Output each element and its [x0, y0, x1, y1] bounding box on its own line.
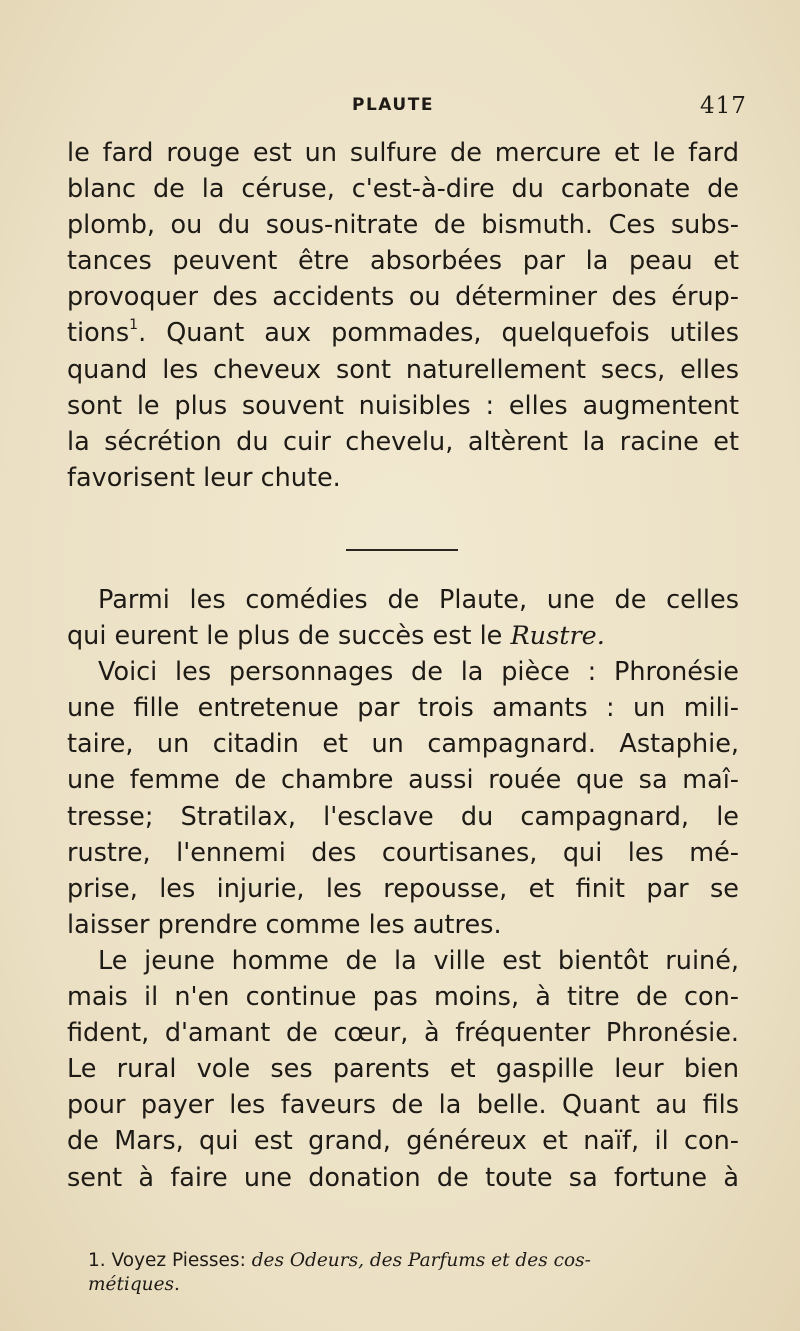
text-line — [67, 315, 739, 351]
text-fragment: qui eurent le plus de succès est le — [67, 621, 511, 652]
text-line: de Mars, qui est grand, généreux et naïf, il con- — [67, 1126, 739, 1157]
footnote-number: 1. — [88, 1250, 106, 1271]
paragraph-continued — [67, 135, 739, 496]
running-title: PLAUTE — [352, 95, 434, 115]
text-line: tances peuvent être absorbées par la peau et — [67, 246, 739, 277]
text-line: Voici les personnages de la pièce : Phronésie — [98, 657, 739, 688]
text-line: blanc de la céruse, c'est-à-dire du carbonate de — [67, 174, 739, 205]
text-fragment: tions — [67, 318, 130, 349]
text-line: laisser prendre comme les autres. — [67, 909, 502, 940]
footnote-text: Voyez Piesses: — [105, 1250, 252, 1271]
text-line: prise, les injurie, les repousse, et finit par se — [67, 873, 739, 904]
text-line: taire, un citadin et un campagnard. Astaphie, — [67, 729, 739, 760]
text-line: quand les cheveux sont naturellement secs, elles — [67, 354, 739, 385]
text-line: une femme de chambre aussi rouée que sa maî- — [67, 765, 739, 796]
text-line: favorisent leur chute. — [67, 462, 341, 493]
text-line: sont le plus souvent nuisibles : elles augmentent — [67, 390, 739, 421]
text-line: rustre, l'ennemi des courtisanes, qui les mé- — [67, 837, 739, 868]
footnote-italic-text: des Odeurs, des Parfums et des cos- — [251, 1250, 591, 1271]
footnote-italic-text: métiques. — [88, 1274, 180, 1295]
play-title: Rustre. — [510, 621, 605, 652]
footnote-reference: 1 — [129, 317, 139, 334]
paragraph-main — [67, 582, 739, 1196]
text-line: sent à faire une donation de toute sa fortune à — [67, 1162, 739, 1193]
text-line: une fille entretenue par trois amants : un mili- — [67, 693, 739, 724]
text-line — [67, 618, 739, 654]
text-fragment: . Quant aux pommades, quelquefois utiles — [138, 318, 739, 349]
text-line: provoquer des accidents ou déterminer des érup- — [67, 282, 739, 313]
text-line: le fard rouge est un sulfure de mercure et le fard — [67, 138, 739, 168]
text-line: mais il n'en continue pas moins, à titre de con- — [67, 982, 739, 1013]
text-line: pour payer les faveurs de la belle. Quant au fils — [67, 1090, 739, 1121]
running-head — [0, 93, 800, 123]
text-line: Parmi les comédies de Plaute, une de celles — [98, 585, 739, 615]
text-line: plomb, ou du sous-nitrate de bismuth. Ces subs- — [67, 210, 739, 241]
text-line: tresse; Stratilax, l'esclave du campagnard, le — [67, 801, 739, 832]
footnote-line — [88, 1249, 748, 1273]
page-number: 417 — [700, 93, 747, 119]
text-line: la sécrétion du cuir chevelu, altèrent la racine et — [67, 426, 739, 457]
text-line: Le rural vole ses parents et gaspille leur bien — [67, 1054, 739, 1085]
text-line: fident, d'amant de cœur, à fréquenter Phronésie. — [67, 1018, 739, 1049]
footnote — [88, 1249, 748, 1297]
text-line: Le jeune homme de la ville est bientôt ruiné, — [98, 945, 739, 976]
section-separator — [346, 549, 458, 551]
